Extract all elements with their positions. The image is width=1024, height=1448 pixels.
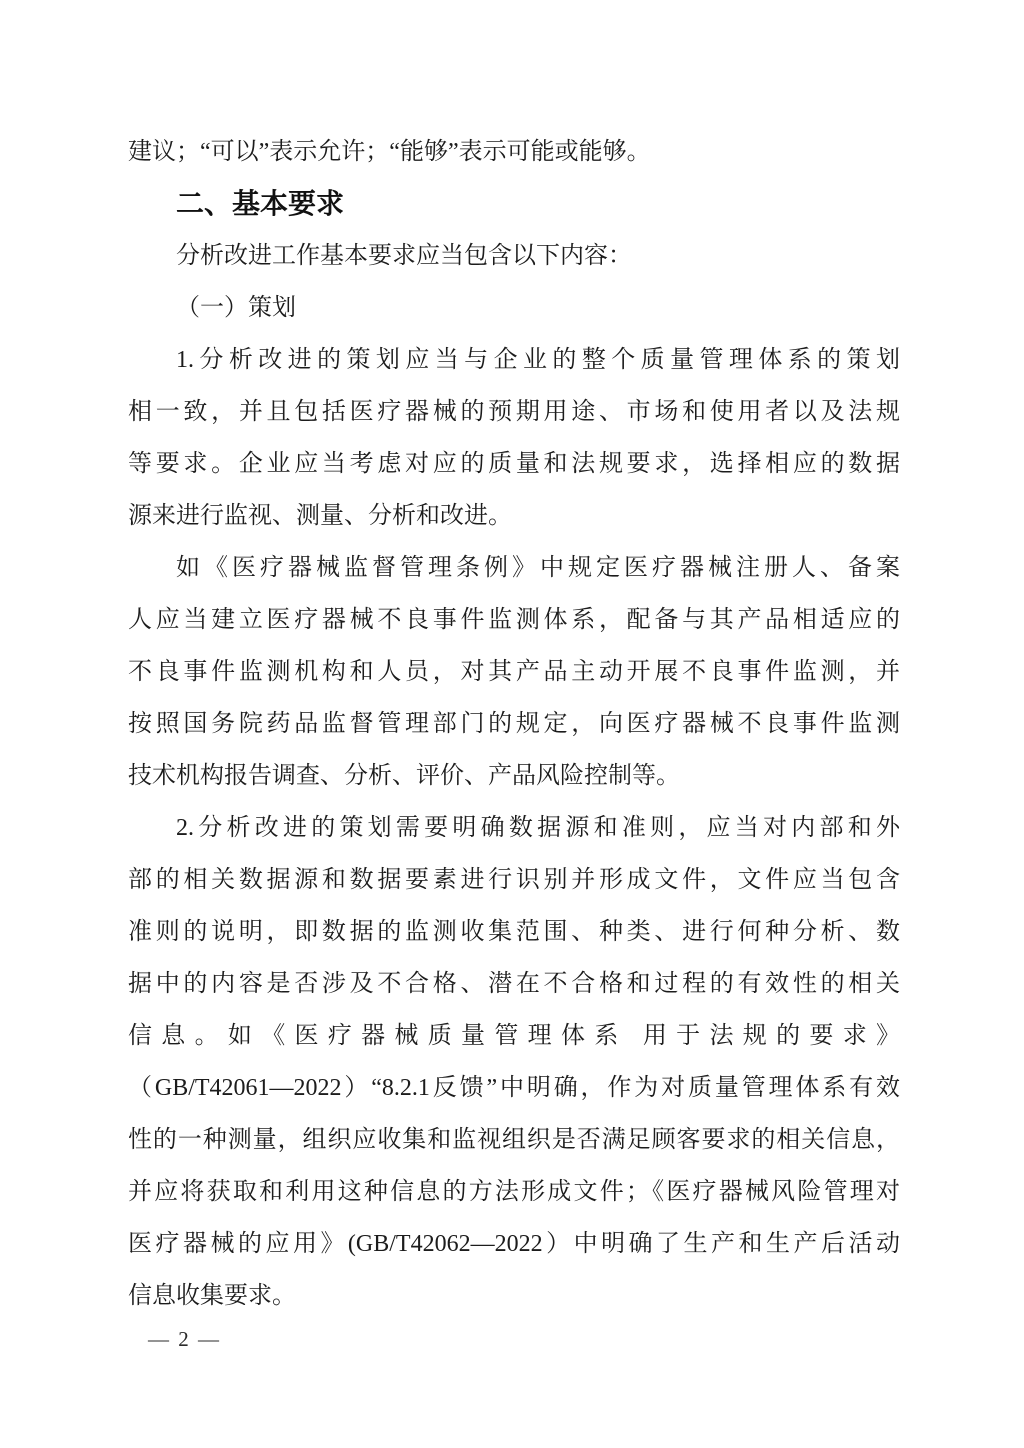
text-line: 如《医疗器械监督管理条例》中规定医疗器械注册人、备案 (176, 555, 900, 581)
text-line: 并应将获取和利用这种信息的方法形成文件；《医疗器械风险管理对 (128, 1179, 900, 1205)
text-line: 医疗器械的应用》(GB/T42062—2022）中明确了生产和生产后活动 (128, 1231, 900, 1257)
text-line: 信息收集要求。 (128, 1283, 296, 1309)
section-heading: 二、基本要求 (176, 188, 345, 219)
text-line: 信息。如《医疗器械质量管理体系 用于法规的要求》 (128, 1023, 900, 1049)
text-line: 等要求。企业应当考虑对应的质量和法规要求，选择相应的数据 (128, 451, 900, 477)
text-line: 不良事件监测机构和人员，对其产品主动开展不良事件监测，并 (128, 659, 900, 685)
text-line: 技术机构报告调查、分析、评价、产品风险控制等。 (128, 763, 680, 789)
text-line: 部的相关数据源和数据要素进行识别并形成文件，文件应当包含 (128, 867, 900, 893)
text-line: 分析改进工作基本要求应当包含以下内容： (176, 243, 632, 269)
subsection-title: （一）策划 (176, 295, 296, 321)
text-line: 按照国务院药品监督管理部门的规定，向医疗器械不良事件监测 (128, 711, 900, 737)
text-line: 准则的说明，即数据的监测收集范围、种类、进行何种分析、数 (128, 919, 900, 945)
text-line: 性的一种测量，组织应收集和监视组织是否满足顾客要求的相关信息， (128, 1127, 900, 1153)
page-number: — 2 — (148, 1327, 221, 1351)
text-line: 相一致，并且包括医疗器械的预期用途、市场和使用者以及法规 (128, 399, 900, 425)
text-line: （GB/T42061—2022）“8.2.1反馈”中明确，作为对质量管理体系有效 (128, 1075, 900, 1101)
text-line: 2.分析改进的策划需要明确数据源和准则，应当对内部和外 (176, 815, 900, 841)
text-line: 建议；“可以”表示允许；“能够”表示可能或能够。 (128, 139, 651, 165)
text-line: 源来进行监视、测量、分析和改进。 (128, 503, 512, 529)
text-line: 据中的内容是否涉及不合格、潜在不合格和过程的有效性的相关 (128, 971, 900, 997)
text-line: 人应当建立医疗器械不良事件监测体系，配备与其产品相适应的 (128, 607, 900, 633)
text-line: 1.分析改进的策划应当与企业的整个质量管理体系的策划 (176, 347, 900, 373)
document-body (128, 126, 900, 1356)
